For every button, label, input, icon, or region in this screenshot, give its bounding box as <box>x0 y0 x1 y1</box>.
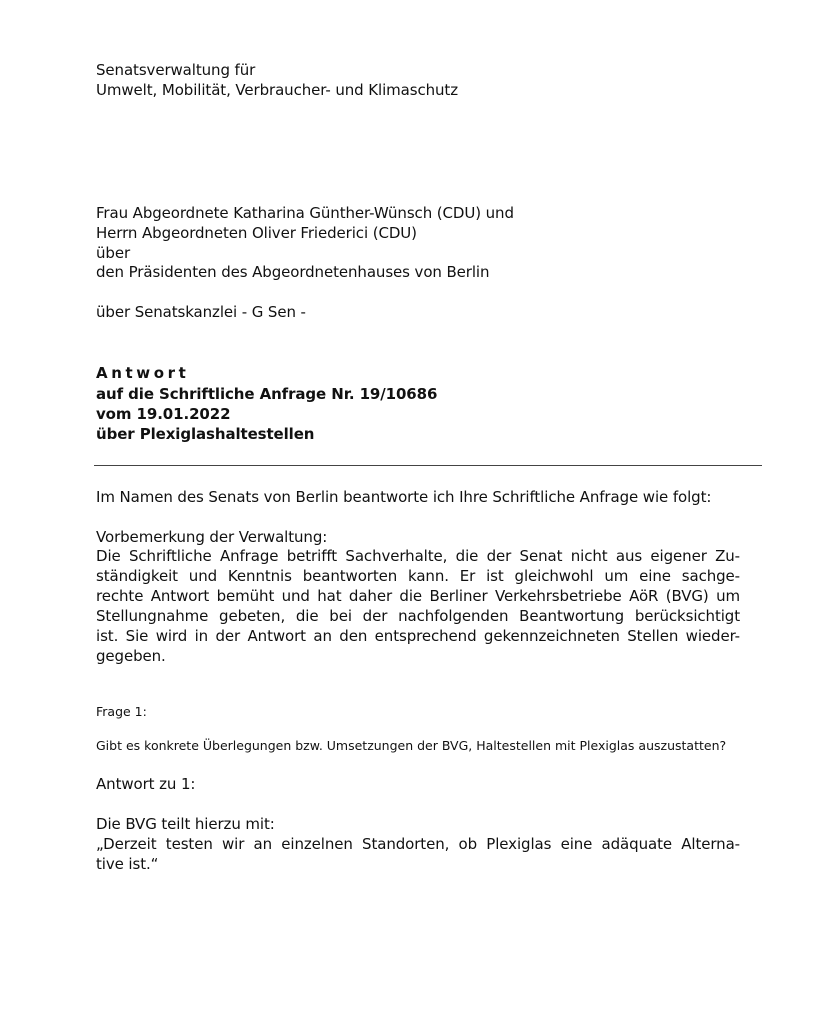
recipient-via-line: über Senatskanzlei - G Sen - <box>96 303 306 321</box>
preliminary-heading: Vorbemerkung der Verwaltung: <box>96 528 328 546</box>
divider-rule <box>94 465 762 466</box>
recipient-line-4: den Präsidenten des Abgeordnetenhauses von Berlin <box>96 263 490 281</box>
inquiry-number: auf die Schriftliche Anfrage Nr. 19/10686 <box>96 385 438 403</box>
recipient-line-3: über <box>96 244 131 262</box>
inquiry-date: vom 19.01.2022 <box>96 405 231 423</box>
recipient-line-2: Herrn Abgeordneten Oliver Friederici (CDU) <box>96 224 417 242</box>
inquiry-subject: über Plexiglashaltestellen <box>96 425 315 443</box>
answer-line-1: Die BVG teilt hierzu mit: <box>96 815 275 833</box>
recipient-line-1: Frau Abgeordnete Katharina Günther-Wünsch (CDU) und <box>96 204 514 222</box>
preliminary-line-5: ist. Sie wird in der Antwort an den entsprechend gekennzeichneten Stellen wieder- <box>96 627 740 645</box>
preliminary-line-1: Die Schriftliche Anfrage betrifft Sachverhalte, die der Senat nicht aus eigener Zu- <box>96 547 740 565</box>
answer-line-3: tive ist.“ <box>96 855 159 873</box>
sender-line-1: Senatsverwaltung für <box>96 61 256 79</box>
preliminary-line-6: gegeben. <box>96 647 166 665</box>
preliminary-line-4: Stellungnahme gebeten, die bei der nachfolgenden Beantwortung berücksichtigt <box>96 607 740 625</box>
preliminary-line-2: ständigkeit und Kenntnis beantworten kann. Er ist gleichwohl um eine sachge- <box>96 567 740 585</box>
document-heading: Antwort <box>96 364 190 382</box>
answer-label: Antwort zu 1: <box>96 775 196 793</box>
preliminary-line-3: rechte Antwort bemüht und hat daher die Berliner Verkehrsbetriebe AöR (BVG) um <box>96 587 740 605</box>
answer-line-2: „Derzeit testen wir an einzelnen Standorten, ob Plexiglas eine adäquate Alterna- <box>96 835 740 853</box>
question-text: Gibt es konkrete Überlegungen bzw. Umsetzungen der BVG, Haltestellen mit Plexiglas auszustatten? <box>96 738 727 753</box>
sender-line-2: Umwelt, Mobilität, Verbraucher- und Klimaschutz <box>96 81 458 99</box>
question-label: Frage 1: <box>96 704 147 719</box>
intro-text: Im Namen des Senats von Berlin beantworte ich Ihre Schriftliche Anfrage wie folgt: <box>96 488 712 506</box>
